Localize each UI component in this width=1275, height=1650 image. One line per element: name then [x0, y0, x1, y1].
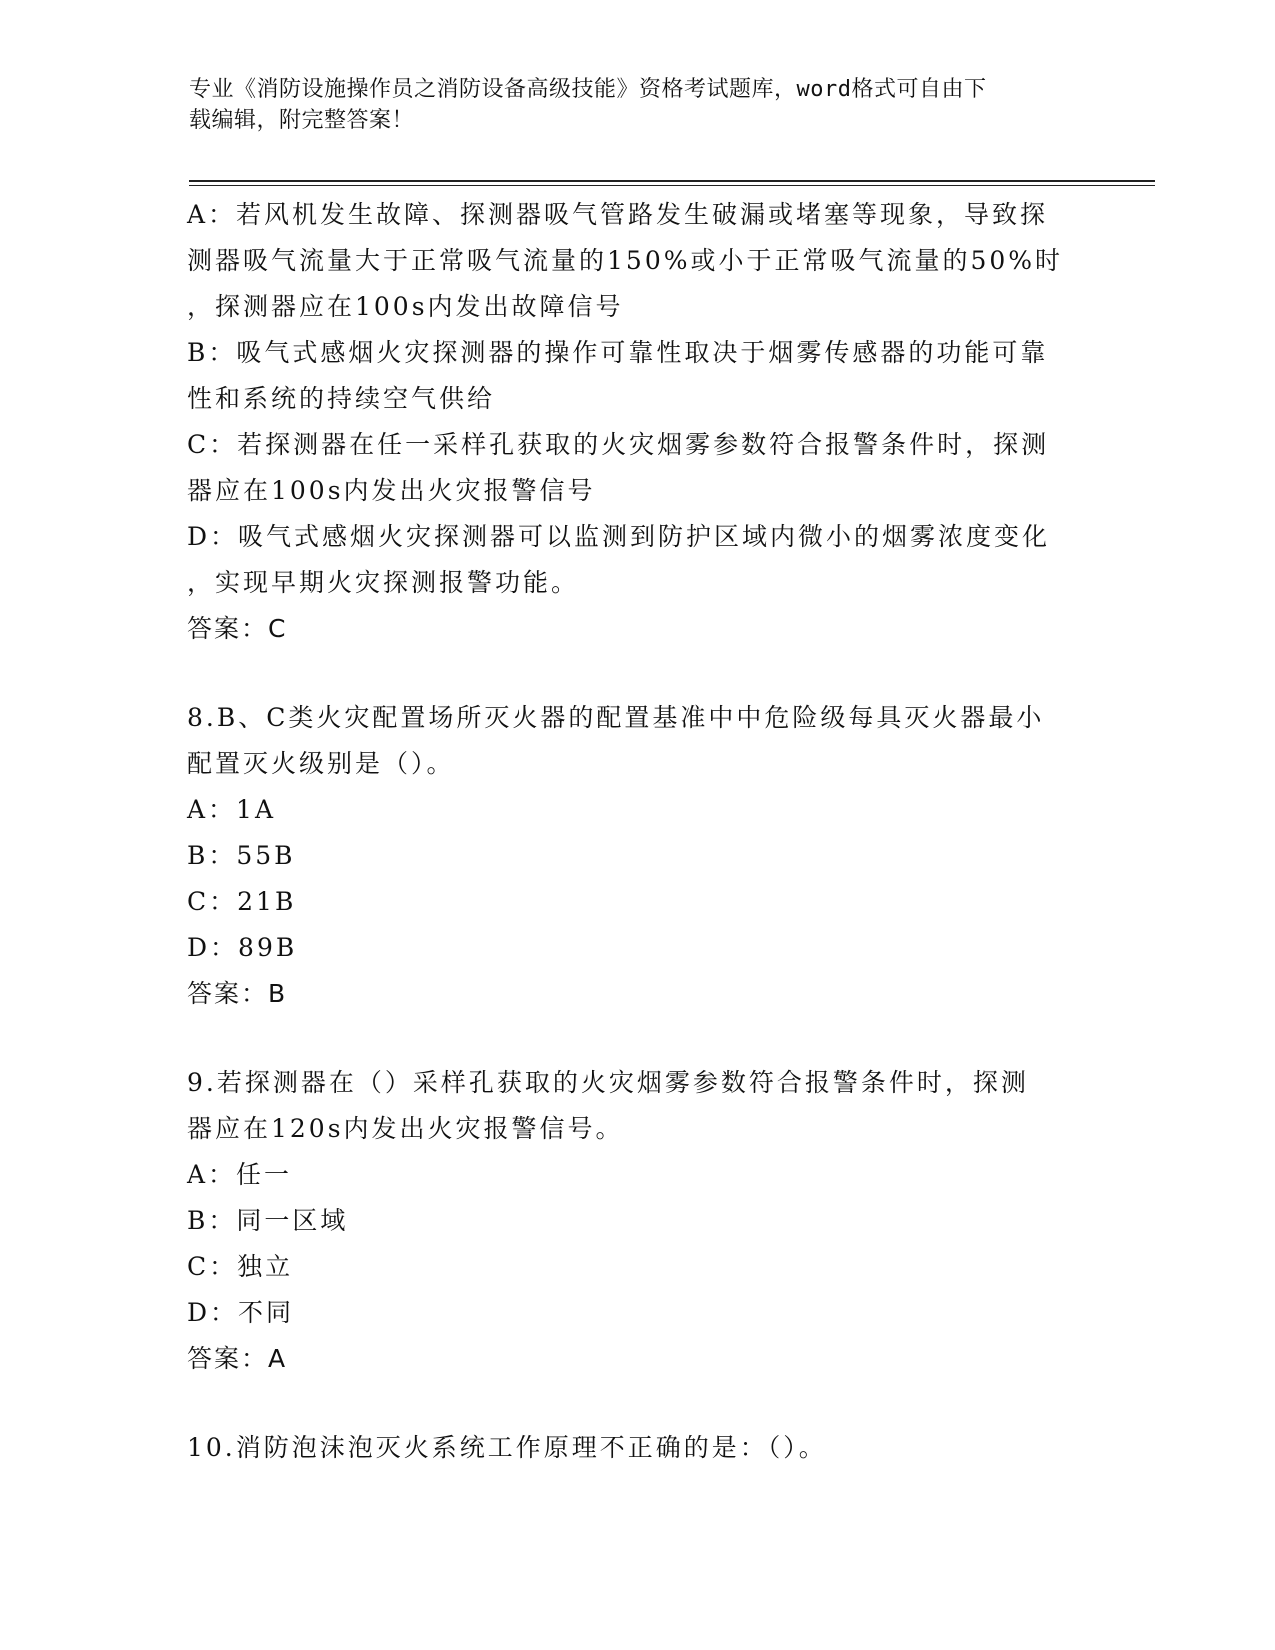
header-line: 载编辑，附完整答案！ [189, 108, 415, 133]
option-c: C：若探测器在任一采样孔获取的火灾烟雾参数符合报警条件时，探测 [187, 430, 1050, 459]
option-c: C：21B [187, 887, 297, 916]
question-10 [187, 1425, 1087, 1471]
option-d: D：吸气式感烟火灾探测器可以监测到防护区域内微小的烟雾浓度变化 [187, 522, 1051, 551]
answer: 答案：A [187, 1344, 288, 1373]
option-a: A：若风机发生故障、探测器吸气管路发生破漏或堵塞等现象，导致探 [187, 200, 1049, 229]
option-d: D：不同 [187, 1298, 295, 1327]
option-a: A：任一 [187, 1160, 293, 1189]
option-b: B：同一区域 [187, 1206, 349, 1235]
question-list [187, 192, 1087, 1471]
question-stem: 8.B、C类火灾配置场所灭火器的配置基准中中危险级每具灭火器最小 [187, 703, 1045, 732]
option-a: ，探测器应在100s内发出故障信号 [187, 292, 624, 321]
option-a: A：1A [187, 795, 277, 824]
header-line: 专业《消防设施操作员之消防设备高级技能》资格考试题库，word格式可自由下 [189, 77, 987, 102]
question-stem: 配置灭火级别是（）。 [187, 749, 455, 778]
answer: 答案：C [187, 614, 288, 643]
header-divider [189, 180, 1155, 182]
option-b: B：吸气式感烟火灾探测器的操作可靠性取决于烟雾传感器的功能可靠 [187, 338, 1049, 367]
spacer [187, 652, 1087, 695]
option-b: 性和系统的持续空气供给 [187, 384, 496, 413]
option-d: ，实现早期火灾探测报警功能。 [187, 568, 580, 597]
option-c: C：独立 [187, 1252, 294, 1281]
document-header [189, 74, 1069, 136]
question-9 [187, 1060, 1087, 1382]
option-b: B：55B [187, 841, 296, 870]
question-stem: 9.若探测器在（）采样孔获取的火灾烟雾参数符合报警条件时，探测 [187, 1068, 1029, 1097]
option-c: 器应在100s内发出火灾报警信号 [187, 476, 596, 505]
question-stem: 10.消防泡沫泡灭火系统工作原理不正确的是：（）。 [187, 1433, 827, 1462]
option-d: D：89B [187, 933, 298, 962]
header-divider [189, 185, 1155, 186]
question-8 [187, 695, 1087, 1017]
spacer [187, 1382, 1087, 1425]
spacer [187, 1017, 1087, 1060]
question-stem: 器应在120s内发出火灾报警信号。 [187, 1114, 624, 1143]
option-a: 测器吸气流量大于正常吸气流量的150%或小于正常吸气流量的50%时 [187, 246, 1064, 275]
question-7 [187, 192, 1087, 652]
answer: 答案：B [187, 979, 288, 1008]
